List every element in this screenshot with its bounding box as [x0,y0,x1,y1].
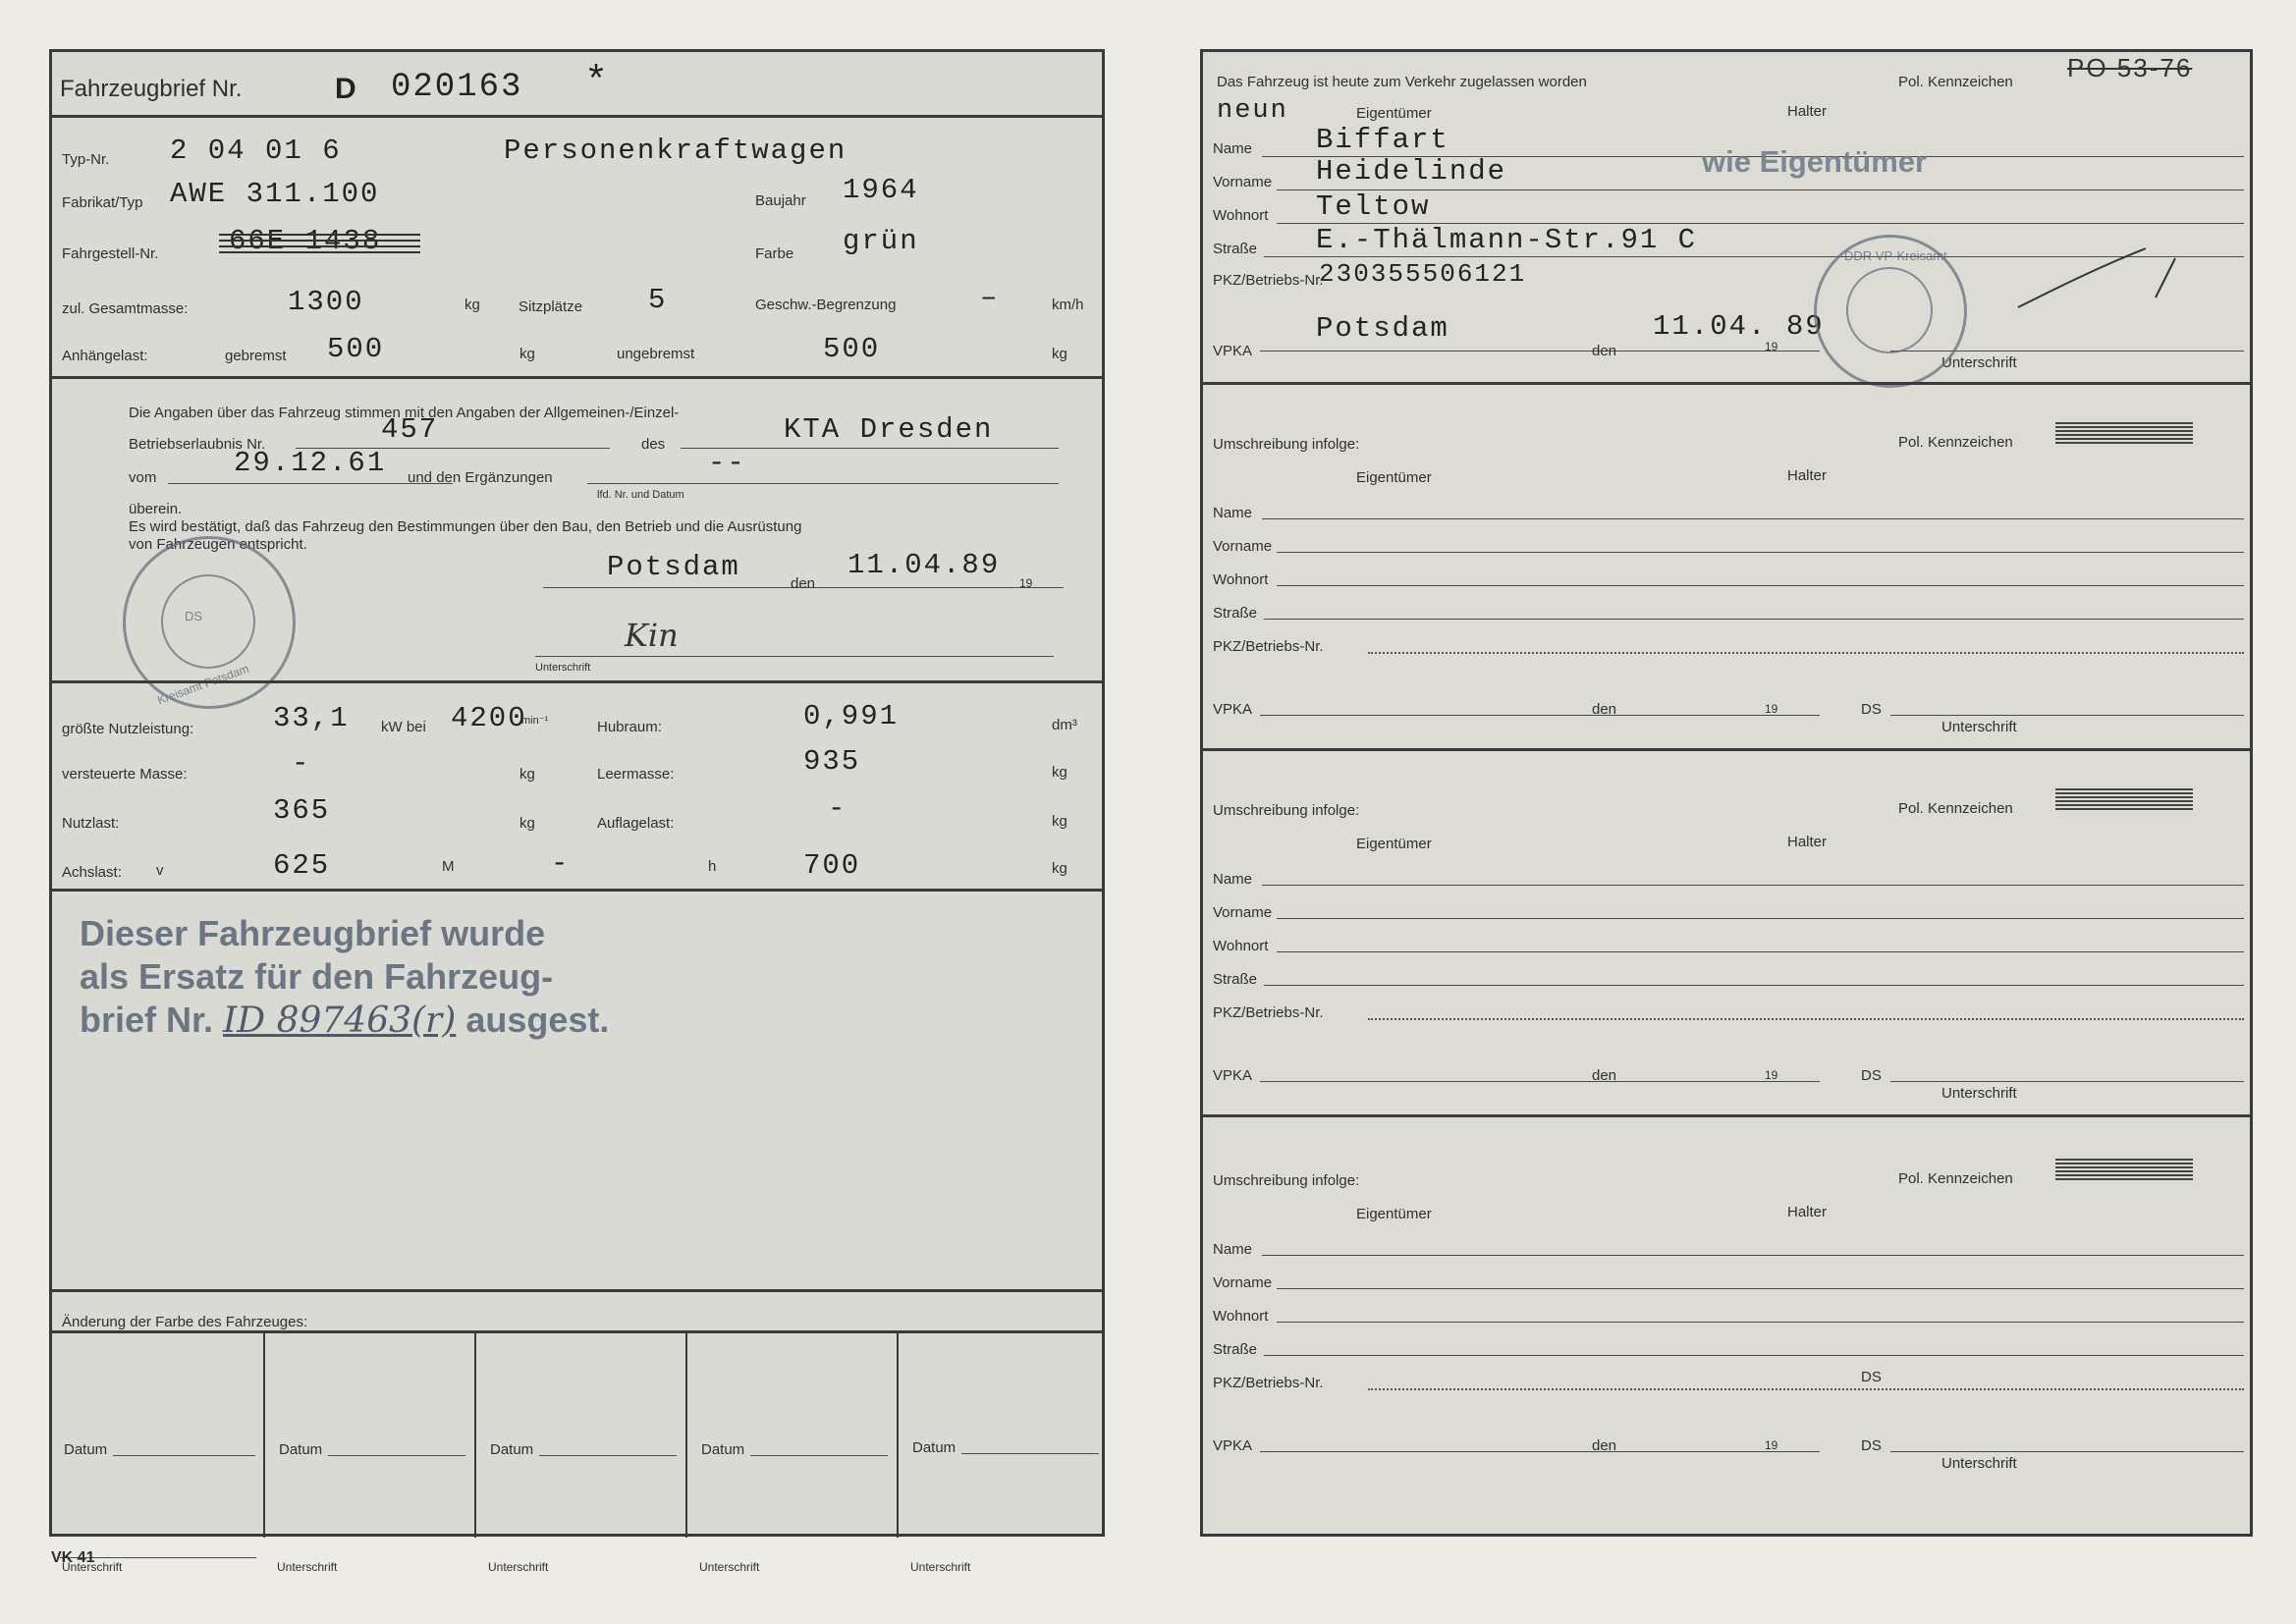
kennzeichen-label: Pol. Kennzeichen [1898,1170,2013,1187]
baujahr-label: Baujahr [755,192,806,209]
first-wohnort-label: Wohnort [1213,207,1269,224]
kennzeichen-label: Pol. Kennzeichen [1898,74,2013,90]
color-cell-unterschrift-label: Unterschrift [488,1560,549,1574]
vpka-label: VPKA [1213,1067,1253,1084]
color-change-title-row [52,1289,1102,1333]
pkz-label: PKZ/Betriebs-Nr. [1213,1375,1324,1391]
first-vpka-label: VPKA [1213,343,1253,359]
fahrgestell-label: Fahrgestell-Nr. [62,245,159,262]
year-prefix: 19 [1765,702,1778,716]
kreisamt-seal-ds: DS [185,609,203,623]
pkz-label: PKZ/Betriebs-Nr. [1213,638,1324,655]
color-cell-datum-label: Datum [701,1441,745,1458]
achslast-v-label: v [156,862,164,879]
fahrgestell-value: 66E 1438 [229,225,382,257]
umschreibung-label: Umschreibung infolge: [1213,1172,1360,1189]
drehzahl-value: 4200 [451,702,527,734]
farbe-label: Farbe [755,245,794,262]
baujahr-value: 1964 [843,174,919,206]
right-page [1200,49,2253,1537]
first-den-label: den [1592,343,1617,359]
strasse-line [1264,1355,2244,1356]
kg-label-7: kg [1052,813,1067,830]
kennzeichen-hatch [2055,422,2193,444]
color-cell-datum-label: Datum [490,1441,534,1458]
replacement-stamp-line-1: Dieser Fahrzeugbrief wurde [80,913,546,953]
geschw-value: – [980,282,1000,314]
vp-kreisamt-seal-inner [1846,267,1933,353]
kg-label-8: kg [1052,860,1067,877]
kreisamt-seal-inner [161,574,255,669]
replacement-stamp-pre: brief Nr. [80,1000,214,1040]
fahrgestell-strike-1 [219,234,420,236]
nutzleistung-value: 33,1 [273,702,350,734]
color-cell-2 [263,1333,476,1574]
pkz-dotted-line [1368,1388,2244,1390]
ergaenzungen-label: und den Ergänzungen [408,469,553,486]
kg-label-3: kg [1052,346,1067,362]
date-line [1623,1081,1820,1082]
fabrikat-value: AWE 311.100 [170,178,380,210]
approval-section [52,376,1102,708]
umschreibung-label: Umschreibung infolge: [1213,436,1360,453]
replacement-stamp-line-2: als Ersatz für den Fahrzeug- [80,956,554,997]
color-cell-5 [897,1333,1102,1574]
first-year-prefix: 19 [1765,340,1778,353]
den-label: den [1592,1437,1617,1454]
vorname-line [1277,552,2244,553]
kg-label-1: kg [465,297,480,313]
achslast-label: Achslast: [62,864,122,881]
name-line [1262,518,2244,519]
date-line [1623,715,1820,716]
color-cell-4 [685,1333,899,1574]
versteuerte-value: - [292,747,311,780]
fabrikat-label: Fabrikat/Typ [62,194,143,211]
des-label: des [641,436,666,453]
kreisamt-seal-text: Kreisamt Potsdam [155,661,251,708]
achslast-m-label: M [442,858,455,875]
color-cell-datum-label: Datum [279,1441,323,1458]
first-vorname-value: Heidelinde [1316,155,1507,188]
wohnort-line [1277,1322,2244,1323]
kg-label-4: kg [519,766,535,783]
ueberein-label: überein. [129,501,183,517]
strasse-line [1264,985,2244,986]
sitzplaetze-value: 5 [648,284,668,316]
unterschrift-label: Unterschrift [1941,719,2017,735]
first-vorname-label: Vorname [1213,174,1273,190]
unterschrift-label: Unterschrift [1941,1085,2017,1102]
achslast-v-value: 625 [273,849,331,882]
kennzeichen-hatch [2055,788,2193,810]
versteuerte-label: versteuerte Masse: [62,766,188,783]
transfer-block-2 [1203,748,2250,1117]
strasse-label: Straße [1213,1341,1258,1358]
kg-label-5: kg [1052,764,1067,781]
first-signature-stroke [2018,248,2254,347]
ungebremst-label: ungebremst [617,346,695,362]
ds-label: DS [1861,701,1882,718]
first-name-label: Name [1213,140,1253,157]
unterschrift-label: Unterschrift [1941,1455,2017,1472]
nutzlast-label: Nutzlast: [62,815,120,832]
typ-nr-value: 2 04 01 6 [170,135,342,167]
color-cell-unterschrift-label: Unterschrift [910,1560,971,1574]
wohnort-line [1277,951,2244,952]
kg-label-6: kg [519,815,535,832]
color-cell-unterschrift-label: Unterschrift [277,1560,338,1574]
strasse-label: Straße [1213,971,1258,988]
color-change-title: Änderung der Farbe des Fahrzeuges: [62,1314,308,1330]
zugelassen-label: Das Fahrzeug ist heute zum Verkehr zugelassen worden [1217,74,1587,90]
lfd-label: lfd. Nr. und Datum [597,489,684,501]
year-prefix: 19 [1765,1068,1778,1082]
title-label: Fahrzeugbrief Nr. [60,76,243,102]
betriebserlaubnis-value: 457 [381,413,439,446]
auflagelast-label: Auflagelast: [597,815,675,832]
anhaengelast-label: Anhängelast: [62,348,148,364]
form-code: VK 41 [51,1549,95,1566]
vp-kreisamt-seal [1814,235,1967,388]
nutzlast-value: 365 [273,794,331,827]
neun-value: neun [1217,96,1288,126]
halter-label: Halter [1787,834,1828,850]
vorname-line [1277,918,2244,919]
first-halter-label: Halter [1787,103,1828,120]
first-ort-value: Potsdam [1316,312,1449,345]
kennzeichen-value: PO 53-76 [2067,53,2193,82]
gesamtmasse-value: 1300 [288,286,364,318]
kennzeichen-label: Pol. Kennzeichen [1898,434,2013,451]
vorname-label: Vorname [1213,904,1273,921]
ds-label: DS [1861,1067,1882,1084]
approval-line-fahrzeuge: von Fahrzeugen entspricht. [129,536,307,553]
kmh-label: km/h [1052,297,1084,313]
first-date-value: 11.04. 89 [1653,310,1825,343]
date-line [1623,1451,1820,1452]
wohnort-line [1277,585,2244,586]
pkz-label: PKZ/Betriebs-Nr. [1213,1004,1324,1021]
betriebserlaubnis-label: Betriebserlaubnis Nr. [129,436,266,453]
series-letter: D [335,73,358,105]
replacement-stamp-line-3 [80,998,609,1044]
sitzplaetze-label: Sitzplätze [519,298,583,315]
color-cell-datum-line [113,1455,255,1456]
replacement-stamp-post: ausgest. [465,1000,610,1040]
approval-den-label: den [791,575,816,592]
first-date-line [1623,351,1820,352]
approval-line-bau: Es wird bestätigt, daß das Fahrzeug den Bestimmungen über den Bau, den Betrieb und die Ausrüstung [129,518,802,535]
den-label: den [1592,1067,1617,1084]
leermasse-value: 935 [803,745,861,778]
wie-eigentuemer-stamp: wie Eigentümer [1702,144,1928,179]
auflagelast-value: - [828,792,847,825]
first-pkz-label: PKZ/Betriebs-Nr. [1213,272,1324,289]
sign-line [1890,1451,2244,1452]
first-eigentuemer-label: Eigentümer [1356,105,1432,122]
ergaenzungen-line [587,483,1059,484]
ergaenzungen-value: -- [708,447,746,479]
sign-line [1890,1081,2244,1082]
eigentuemer-label: Eigentümer [1356,469,1432,486]
des-value: KTA Dresden [784,413,994,446]
vom-label: vom [129,469,157,486]
replacement-section [52,889,1102,1292]
first-strasse-label: Straße [1213,241,1258,257]
name-line [1262,1255,2244,1256]
achslast-h-label: h [708,858,717,875]
color-cell-unterschrift-label: Unterschrift [699,1560,760,1574]
halter-label: Halter [1787,1204,1828,1220]
color-cell-datum-label: Datum [64,1441,108,1458]
halter-label: Halter [1787,467,1828,484]
vorname-line [1277,1288,2244,1289]
year-prefix: 19 [1765,1438,1778,1452]
transfer-block-1 [1203,382,2250,751]
strasse-label: Straße [1213,605,1258,622]
color-cell-datum-line [750,1455,888,1456]
color-cell-datum-line [328,1455,465,1456]
transfer-block-3 [1203,1114,2250,1540]
color-cell-datum-line [539,1455,677,1456]
vpka-label: VPKA [1213,1437,1253,1454]
vp-kreisamt-seal-text: DDR VP-Kreisamt [1844,248,1947,263]
leermasse-label: Leermasse: [597,766,675,783]
first-registration-block [1203,52,2250,382]
brief-number: 020163 [391,69,523,106]
name-line [1262,885,2244,886]
color-cell-datum-label: Datum [912,1439,957,1456]
color-cell-3 [474,1333,687,1574]
approval-signature-line [535,656,1054,657]
tech-section [52,680,1102,892]
vorname-label: Vorname [1213,538,1273,555]
wohnort-label: Wohnort [1213,1308,1269,1325]
fahrgestell-strike-2 [219,240,420,242]
vpka-label: VPKA [1213,701,1253,718]
fahrgestell-strike-3 [219,245,420,247]
kw-label: kW bei [381,719,426,735]
fahrgestell-strike-4 [219,251,420,253]
dm3-label: dm³ [1052,717,1077,733]
wohnort-label: Wohnort [1213,571,1269,588]
approval-signature: Kin [625,617,679,654]
ds-label: DS [1861,1437,1882,1454]
vom-value: 29.12.61 [234,447,387,479]
approval-date: 11.04.89 [847,549,1001,581]
eigentuemer-label: Eigentümer [1356,836,1432,852]
kennzeichen-label: Pol. Kennzeichen [1898,800,2013,817]
ungebremst-value: 500 [823,333,881,365]
wohnort-label: Wohnort [1213,938,1269,954]
hubraum-value: 0,991 [803,700,900,732]
kg-label-2: kg [519,346,535,362]
gebremst-value: 500 [327,333,385,365]
min-label: min⁻¹ [521,715,549,727]
first-wohnort-value: Teltow [1316,190,1431,223]
color-cell-datum-line [961,1453,1099,1454]
name-label: Name [1213,505,1253,521]
approval-line-1: Die Angaben über das Fahrzeug stimmen mit den Angaben der Allgemeinen-/Einzel- [129,405,680,421]
strasse-line [1264,619,2244,620]
farbe-value: grün [843,225,919,257]
name-label: Name [1213,871,1253,888]
eigentuemer-label: Eigentümer [1356,1206,1432,1222]
first-strasse-value: E.-Thälmann-Str.91 C [1316,224,1698,256]
first-name-value: Biffart [1316,124,1449,156]
vorname-label: Vorname [1213,1274,1273,1291]
pkz-ds-label: DS [1861,1369,1882,1385]
geschw-label: Geschw.-Begrenzung [755,297,897,313]
gebremst-label: gebremst [225,348,287,364]
approval-place-line [543,587,828,588]
star-mark: * [584,61,611,105]
name-label: Name [1213,1241,1253,1258]
nutzleistung-label: größte Nutzleistung: [62,721,194,737]
first-unterschrift-label: Unterschrift [1941,354,2017,371]
vehicle-type-value: Personenkraftwagen [504,135,847,167]
approval-unterschrift-label: Unterschrift [535,662,591,674]
approval-place: Potsdam [607,551,740,583]
pkz-dotted-line [1368,652,2244,654]
typ-nr-label: Typ-Nr. [62,151,110,168]
first-pkz-value: 230355506121 [1319,259,1527,289]
kennzeichen-hatch [2055,1159,2193,1180]
achslast-m-value: - [551,847,571,880]
approval-year-prefix: 19 [1019,576,1033,590]
gesamtmasse-label: zul. Gesamtmasse: [62,300,189,317]
replacement-handwritten-number: ID 897463(r) [223,1001,457,1041]
den-label: den [1592,701,1617,718]
umschreibung-label: Umschreibung infolge: [1213,802,1360,819]
color-cell-unterschrift-label: Unterschrift [62,1560,123,1574]
achslast-h-value: 700 [803,849,861,882]
pkz-dotted-line [1368,1018,2244,1020]
hubraum-label: Hubraum: [597,719,662,735]
sign-line [1890,715,2244,716]
